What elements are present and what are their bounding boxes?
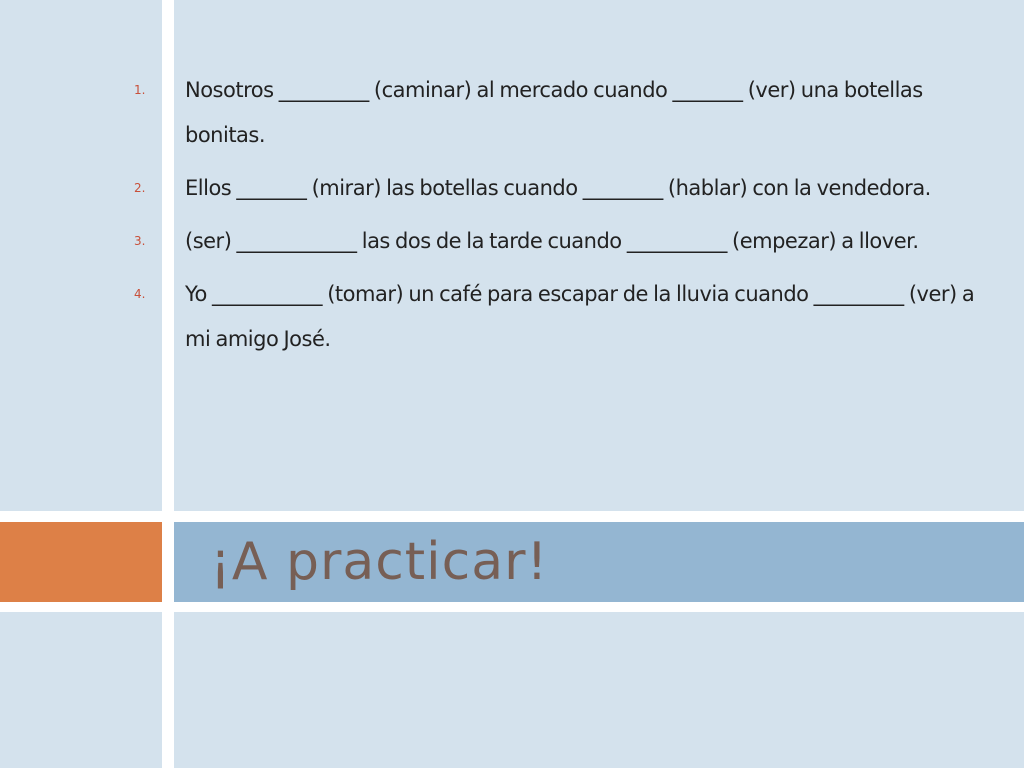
- exercise-item-3: [130, 219, 990, 264]
- exercise-number: 2.: [134, 181, 146, 195]
- exercise-item-2: [130, 166, 990, 211]
- exercise-item-1: [130, 68, 990, 158]
- exercise-number: 4.: [134, 287, 146, 301]
- exercise-number: 1.: [134, 83, 146, 97]
- exercise-text: Ellos _______ (mirar) las botellas cuando ________ (hablar) con la vendedora.: [185, 176, 931, 200]
- background-panel-bottom-left: [0, 612, 162, 768]
- slide-title: ¡A practicar!: [210, 532, 549, 592]
- exercise-item-4: [130, 272, 990, 362]
- background-panel-bottom-right: [174, 612, 1024, 768]
- exercise-text: Yo ___________ (tomar) un café para escapar de la lluvia cuando _________ (ver) a mi amigo José.: [185, 282, 975, 351]
- title-bar: [174, 522, 1024, 602]
- exercise-text: (ser) ____________ las dos de la tarde cuando __________ (empezar) a llover.: [185, 229, 919, 253]
- exercise-number: 3.: [134, 234, 146, 248]
- exercise-list: [130, 68, 990, 370]
- accent-block: [0, 522, 162, 602]
- exercise-text: Nosotros _________ (caminar) al mercado cuando _______ (ver) una botellas bonitas.: [185, 78, 923, 147]
